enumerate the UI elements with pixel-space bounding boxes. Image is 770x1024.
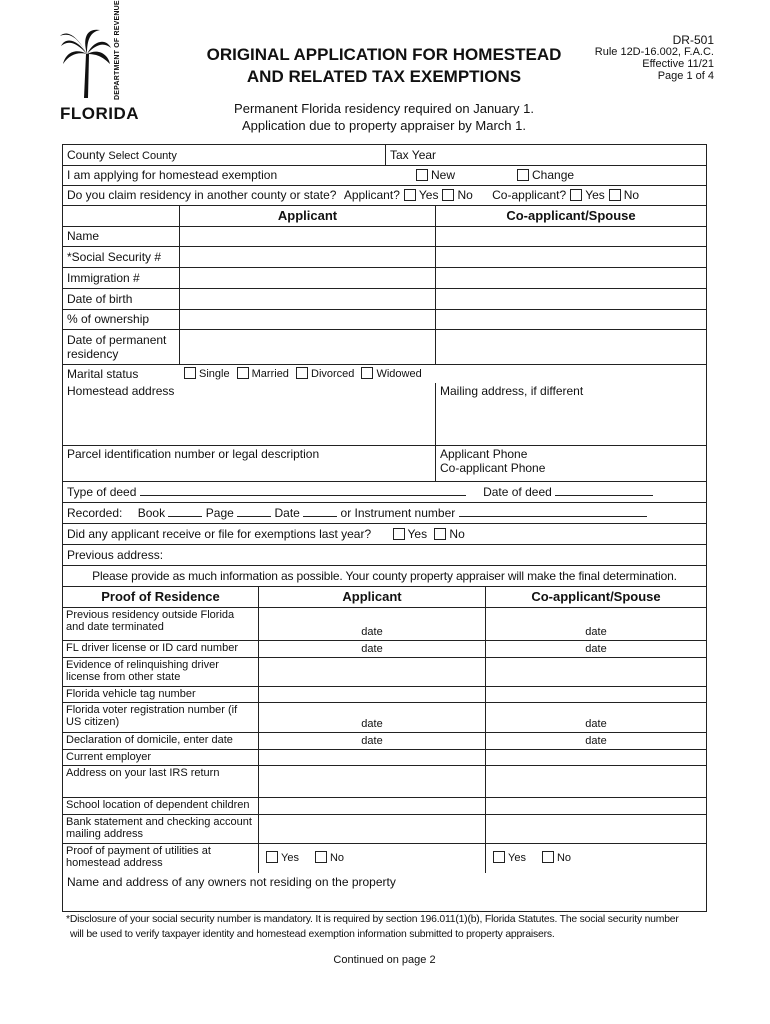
type-of-deed-label: Type of deed	[67, 485, 137, 499]
ssn-row	[63, 247, 706, 268]
coapplicant-residency-no-checkbox[interactable]	[609, 189, 621, 201]
recorded-date-label: Date	[274, 506, 300, 520]
dob-label: Date of birth	[63, 289, 180, 309]
coapplicant-proof-input[interactable]	[486, 798, 706, 814]
coapplicant-utilities-yes-checkbox[interactable]	[493, 851, 505, 863]
yes-label: Yes	[508, 852, 526, 864]
tax-year-label: Tax Year	[390, 148, 437, 162]
coapplicant-proof-input[interactable]	[486, 703, 706, 732]
name-label: Name	[63, 227, 180, 246]
ownership-row	[63, 310, 706, 330]
proof-row	[63, 703, 706, 733]
applying-row	[63, 166, 706, 186]
applicant-proof-input[interactable]	[259, 733, 486, 749]
yes-label: Yes	[407, 527, 428, 541]
date-label: date	[585, 735, 607, 747]
subtitle-line-1: Permanent Florida residency required on January 1.	[234, 101, 534, 116]
coapplicant-phone-label: Co-applicant Phone	[440, 461, 546, 475]
proof-row-label: Proof of payment of utilities at homestead address	[63, 844, 259, 873]
type-of-deed-input[interactable]	[140, 485, 466, 496]
proof-row-label: Florida vehicle tag number	[63, 687, 259, 702]
coapplicant-column-header: Co-applicant/Spouse	[506, 208, 636, 223]
marital-row	[63, 365, 706, 383]
coapplicant-proof-input[interactable]	[486, 750, 706, 765]
title-line-2: AND RELATED TAX EXEMPTIONS	[246, 67, 522, 86]
proof-table	[63, 608, 706, 873]
phone-field[interactable]	[436, 446, 706, 481]
applicant-residency-yes-checkbox[interactable]	[404, 189, 416, 201]
coapplicant-proof-input[interactable]	[486, 733, 706, 749]
ownership-label: % of ownership	[63, 310, 180, 329]
applicant-proof-input[interactable]	[259, 750, 486, 765]
perm-residency-label: Date of permanent residency	[63, 330, 180, 364]
previous-address-label: Previous address:	[67, 548, 164, 562]
date-label: date	[361, 643, 383, 655]
form-number: DR-501	[672, 33, 714, 47]
widowed-checkbox[interactable]	[361, 367, 373, 379]
change-checkbox[interactable]	[517, 169, 529, 181]
proof-row	[63, 815, 706, 844]
applicant-q-label: Applicant?	[343, 188, 400, 202]
homestead-address-label: Homestead address	[67, 384, 175, 398]
no-label: No	[449, 527, 465, 541]
applicant-proof-input[interactable]	[259, 641, 486, 657]
coapplicant-ssn-input[interactable]	[436, 247, 706, 267]
applicant-ssn-input[interactable]	[180, 247, 436, 267]
married-label: Married	[251, 368, 289, 380]
coapplicant-proof-input[interactable]	[486, 815, 706, 843]
date-label: date	[361, 735, 383, 747]
coapplicant-utilities-no-checkbox[interactable]	[542, 851, 554, 863]
change-label: Change	[532, 168, 575, 182]
ssn-label: *Social Security #	[63, 247, 180, 267]
no-label: No	[329, 852, 345, 864]
mailing-address-field[interactable]	[436, 383, 706, 445]
previous-address-row	[63, 545, 706, 566]
proof-coapplicant-header: Co-applicant/Spouse	[531, 589, 661, 604]
yes-label: Yes	[418, 188, 439, 202]
applicant-utilities-no-checkbox[interactable]	[315, 851, 327, 863]
logo-side-text: DEPARTMENT OF REVENUE	[114, 0, 121, 100]
single-label: Single	[199, 368, 230, 380]
applicant-column-header: Applicant	[180, 206, 436, 226]
county-row	[63, 145, 706, 166]
proof-row-label: Bank statement and checking account mailing address	[63, 815, 259, 843]
applying-label: I am applying for homestead exemption	[67, 168, 278, 182]
proof-row-label: Address on your last IRS return	[63, 766, 259, 797]
date-label: date	[585, 718, 607, 730]
no-label: No	[623, 188, 640, 202]
parcel-label: Parcel identification number or legal description	[67, 447, 320, 461]
coapplicant-perm-residency-input[interactable]	[436, 330, 706, 364]
coapplicant-proof-input[interactable]	[486, 608, 706, 640]
new-checkbox[interactable]	[416, 169, 428, 181]
applicant-immigration-input[interactable]	[180, 268, 436, 288]
applicant-phone-label: Applicant Phone	[440, 447, 528, 461]
yes-label: Yes	[281, 852, 299, 864]
dob-row	[63, 289, 706, 310]
proof-row	[63, 687, 706, 703]
form-id-block	[595, 34, 714, 82]
divorced-checkbox[interactable]	[296, 367, 308, 379]
palm-tree-icon	[60, 26, 112, 100]
proof-row-label: Evidence of relinquishing driver license from other state	[63, 658, 259, 686]
provide-info-note: Please provide as much information as possible. Your county property appraiser will make the final determination.	[92, 569, 677, 583]
applicant-utilities-yes-checkbox[interactable]	[266, 851, 278, 863]
proof-row-label: Current employer	[63, 750, 259, 765]
coapplicant-q-label: Co-applicant?	[492, 188, 567, 202]
no-label: No	[556, 852, 572, 864]
widowed-label: Widowed	[376, 368, 422, 380]
applicant-dob-input[interactable]	[180, 289, 436, 309]
proof-row	[63, 733, 706, 750]
residency-question: Do you claim residency in another county or state?	[67, 188, 337, 202]
residency-row	[63, 186, 706, 206]
proof-row-label: Florida voter registration number (if US citizen)	[63, 703, 259, 732]
applicant-proof-input[interactable]	[259, 703, 486, 732]
proof-row	[63, 798, 706, 815]
recorded-page-label: Page	[205, 506, 234, 520]
homestead-address-field[interactable]	[63, 383, 436, 445]
prior-yes-checkbox[interactable]	[393, 528, 405, 540]
deed-row	[63, 482, 706, 503]
new-label: New	[431, 168, 456, 182]
owners-row	[63, 873, 706, 911]
tax-year-field[interactable]	[386, 145, 706, 165]
county-select[interactable]: Select County	[108, 150, 177, 162]
coapplicant-proof-input[interactable]	[486, 641, 706, 657]
proof-row	[63, 658, 706, 687]
proof-row-label: FL driver license or ID card number	[63, 641, 259, 657]
florida-dor-logo	[60, 0, 140, 124]
proof-row-label: Declaration of domicile, enter date	[63, 733, 259, 749]
page-number: Page 1 of 4	[657, 70, 714, 82]
applicant-perm-residency-input[interactable]	[180, 330, 436, 364]
coapplicant-name-input[interactable]	[436, 227, 706, 246]
subtitle	[190, 100, 578, 134]
applicant-proof-input[interactable]	[259, 766, 486, 797]
date-label: date	[361, 626, 383, 638]
applicant-proof-input[interactable]	[259, 687, 486, 702]
disclosure-line-1: *Disclosure of your social security number is mandatory. It is required by section 196.011(1)(b), Florida Statutes. The social security number	[66, 914, 679, 925]
coapplicant-ownership-input[interactable]	[436, 310, 706, 329]
coapplicant-residency-yes-checkbox[interactable]	[570, 189, 582, 201]
divorced-label: Divorced	[311, 368, 355, 380]
immigration-row	[63, 268, 706, 289]
proof-row-label: Previous residency outside Florida and date terminated	[63, 608, 259, 640]
proof-row	[63, 844, 706, 873]
address-row	[63, 383, 706, 446]
continued-note: Continued on page 2	[333, 954, 436, 966]
date-label: date	[585, 643, 607, 655]
county-label: County	[67, 148, 106, 162]
coapplicant-proof-input[interactable]	[486, 658, 706, 686]
date-label: date	[361, 718, 383, 730]
date-of-deed-label: Date of deed	[483, 485, 552, 499]
subtitle-line-2: Application due to property appraiser by March 1.	[242, 118, 526, 133]
application-form	[62, 144, 707, 912]
coapplicant-proof-input[interactable]	[486, 687, 706, 702]
applicant-proof-input[interactable]	[259, 608, 486, 640]
proof-column-header: Proof of Residence	[63, 587, 259, 607]
applicant-proof-input[interactable]	[259, 798, 486, 814]
prior-no-checkbox[interactable]	[434, 528, 446, 540]
recorded-label: Recorded:	[67, 506, 123, 520]
proof-row	[63, 750, 706, 766]
mailing-address-label: Mailing address, if different	[440, 384, 584, 398]
married-checkbox[interactable]	[237, 367, 249, 379]
prior-exemptions-label: Did any applicant receive or file for exemptions last year?	[67, 527, 372, 541]
proof-row	[63, 641, 706, 658]
owners-field[interactable]	[63, 873, 706, 911]
yes-label: Yes	[585, 188, 605, 202]
coapplicant-proof-input[interactable]	[486, 844, 706, 873]
recorded-row	[63, 503, 706, 524]
date-label: date	[585, 626, 607, 638]
instrument-input[interactable]	[459, 506, 647, 517]
form-title	[190, 44, 578, 88]
applicant-proof-input[interactable]	[259, 844, 486, 873]
rule-text: Rule 12D-16.002, F.A.C.	[594, 46, 714, 58]
parcel-row	[63, 446, 706, 482]
date-of-deed-input[interactable]	[555, 485, 653, 496]
proof-header-row	[63, 587, 706, 608]
book-input[interactable]	[168, 506, 202, 517]
single-checkbox[interactable]	[184, 367, 196, 379]
disclosure-line-2: will be used to verify taxpayer identity and homestead exemption information submitted to property appraisers.	[70, 929, 555, 940]
instrument-label: or Instrument number	[340, 506, 456, 520]
coapplicant-dob-input[interactable]	[436, 289, 706, 309]
applicant-header-row	[63, 206, 706, 227]
owners-label: Name and address of any owners not residing on the property	[67, 875, 396, 889]
no-label: No	[457, 188, 473, 202]
recorded-date-input[interactable]	[303, 506, 337, 517]
applicant-proof-input[interactable]	[259, 658, 486, 686]
coapplicant-proof-input[interactable]	[486, 766, 706, 797]
effective-date: Effective 11/21	[642, 58, 714, 70]
title-line-1: ORIGINAL APPLICATION FOR HOMESTEAD	[206, 45, 562, 64]
previous-address-field[interactable]	[63, 545, 706, 565]
immigration-label: Immigration #	[63, 268, 180, 288]
proof-applicant-header: Applicant	[259, 587, 486, 607]
perm-residency-row	[63, 330, 706, 365]
proof-row	[63, 608, 706, 641]
name-row	[63, 227, 706, 247]
applicant-name-input[interactable]	[180, 227, 436, 246]
marital-label: Marital status	[67, 367, 139, 381]
book-label: Book	[137, 506, 166, 520]
page-input[interactable]	[237, 506, 271, 517]
logo-florida-text: FLORIDA	[60, 104, 140, 123]
applicant-residency-no-checkbox[interactable]	[442, 189, 454, 201]
coapplicant-immigration-input[interactable]	[436, 268, 706, 288]
county-field[interactable]	[63, 145, 386, 165]
prior-exemptions-row	[63, 524, 706, 545]
applicant-ownership-input[interactable]	[180, 310, 436, 329]
proof-row-label: School location of dependent children	[63, 798, 259, 814]
provide-info-row	[63, 566, 706, 587]
disclosure-note	[66, 912, 716, 942]
applicant-proof-input[interactable]	[259, 815, 486, 843]
parcel-field[interactable]	[63, 446, 436, 481]
proof-row	[63, 766, 706, 798]
